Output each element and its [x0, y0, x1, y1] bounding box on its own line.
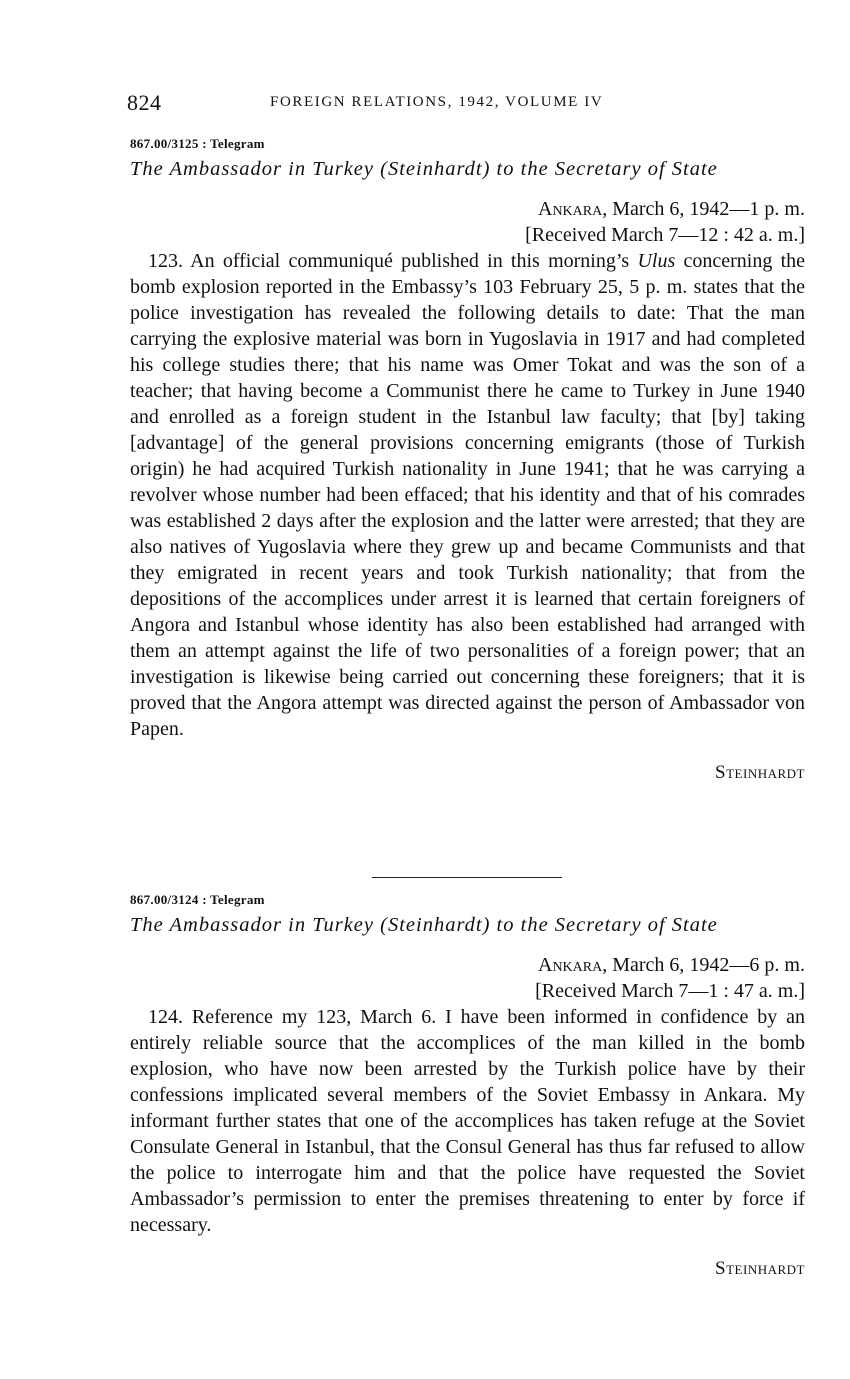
telegram-body: 124. Reference my 123, March 6. I have been informed in confidence by an entirely reliable source that the accomplices of the man killed in the bomb explosion, who have now been arrested by the Turkish police have by their confessions implicated several members of the Soviet Embassy in Ankara. My informant further states that one of the accomplices has taken refuge at the Soviet Consulate General in Istanbul, that the Consul General has thus far refused to allow the police to interrogate him and that the police have requested the Soviet Ambassador’s permission to enter the premises threatening to enter by force if necessary.: [130, 1006, 805, 1236]
document-title: The Ambassador in Turkey (Steinhardt) to the Secretary of State: [130, 914, 718, 936]
telegram-123: [130, 136, 805, 784]
page-number: 824: [127, 90, 162, 115]
newspaper-name: Ulus: [637, 250, 676, 272]
dateline: [130, 952, 805, 978]
telegram-124: [130, 892, 805, 1280]
dateline-date: , March 6, 1942—6 p. m.: [602, 954, 805, 976]
dateline-city: Ankara: [538, 198, 603, 220]
received-line: [Received March 7—1 : 47 a. m.]: [535, 980, 805, 1002]
page-header: [127, 90, 805, 120]
signature: Steinhardt: [715, 1258, 805, 1279]
file-reference: 867.00/3125 : Telegram: [130, 136, 265, 151]
received-line: [Received March 7—12 : 42 a. m.]: [525, 224, 805, 246]
file-reference: 867.00/3124 : Telegram: [130, 892, 265, 907]
document-title: The Ambassador in Turkey (Steinhardt) to the Secretary of State: [130, 158, 718, 180]
dateline: [130, 196, 805, 222]
running-head: FOREIGN RELATIONS, 1942, VOLUME IV: [270, 94, 604, 110]
section-divider: [372, 877, 562, 878]
body-text-part: 123. An official communiqué published in this morning’s: [148, 250, 638, 272]
signature: Steinhardt: [715, 762, 805, 783]
telegram-body: [130, 248, 805, 742]
dateline-date: , March 6, 1942—1 p. m.: [602, 198, 805, 220]
body-text-part: concerning the bomb explosion reported in the Embassy’s 103 February 25, 5 p. m. states that the police investigation has revealed the following details to date: That the man carrying the explosive material was born in Yugoslavia in 1917 and had completed his college studies there; that his name was Omer Tokat and was the son of a teacher; that having become a Communist there he came to Turkey in June 1940 and enrolled as a foreign student in the Istanbul law faculty; that [by] taking [advantage] of the general provisions concerning emigrants (those of Turkish origin) he had acquired Turkish nationality in June 1941; that he was carrying a revolver whose number had been effaced; that his identity and that of his comrades was established 2 days after the explosion and the latter were arrested; that they are also natives of Yugoslavia where they grew up and became Communists and that they emigrated in recent years and took Turkish nationality; that from the depositions of the accomplices under arrest it is learned that certain foreigners of Angora and Istanbul whose identity has also been established had arranged with them an attempt against the life of two personalities of a foreign power; that an investigation is likewise being carried out concerning these foreigners; that it is proved that the Angora attempt was directed against the person of Ambassador von Papen.: [130, 250, 805, 740]
dateline-city: Ankara: [538, 954, 603, 976]
